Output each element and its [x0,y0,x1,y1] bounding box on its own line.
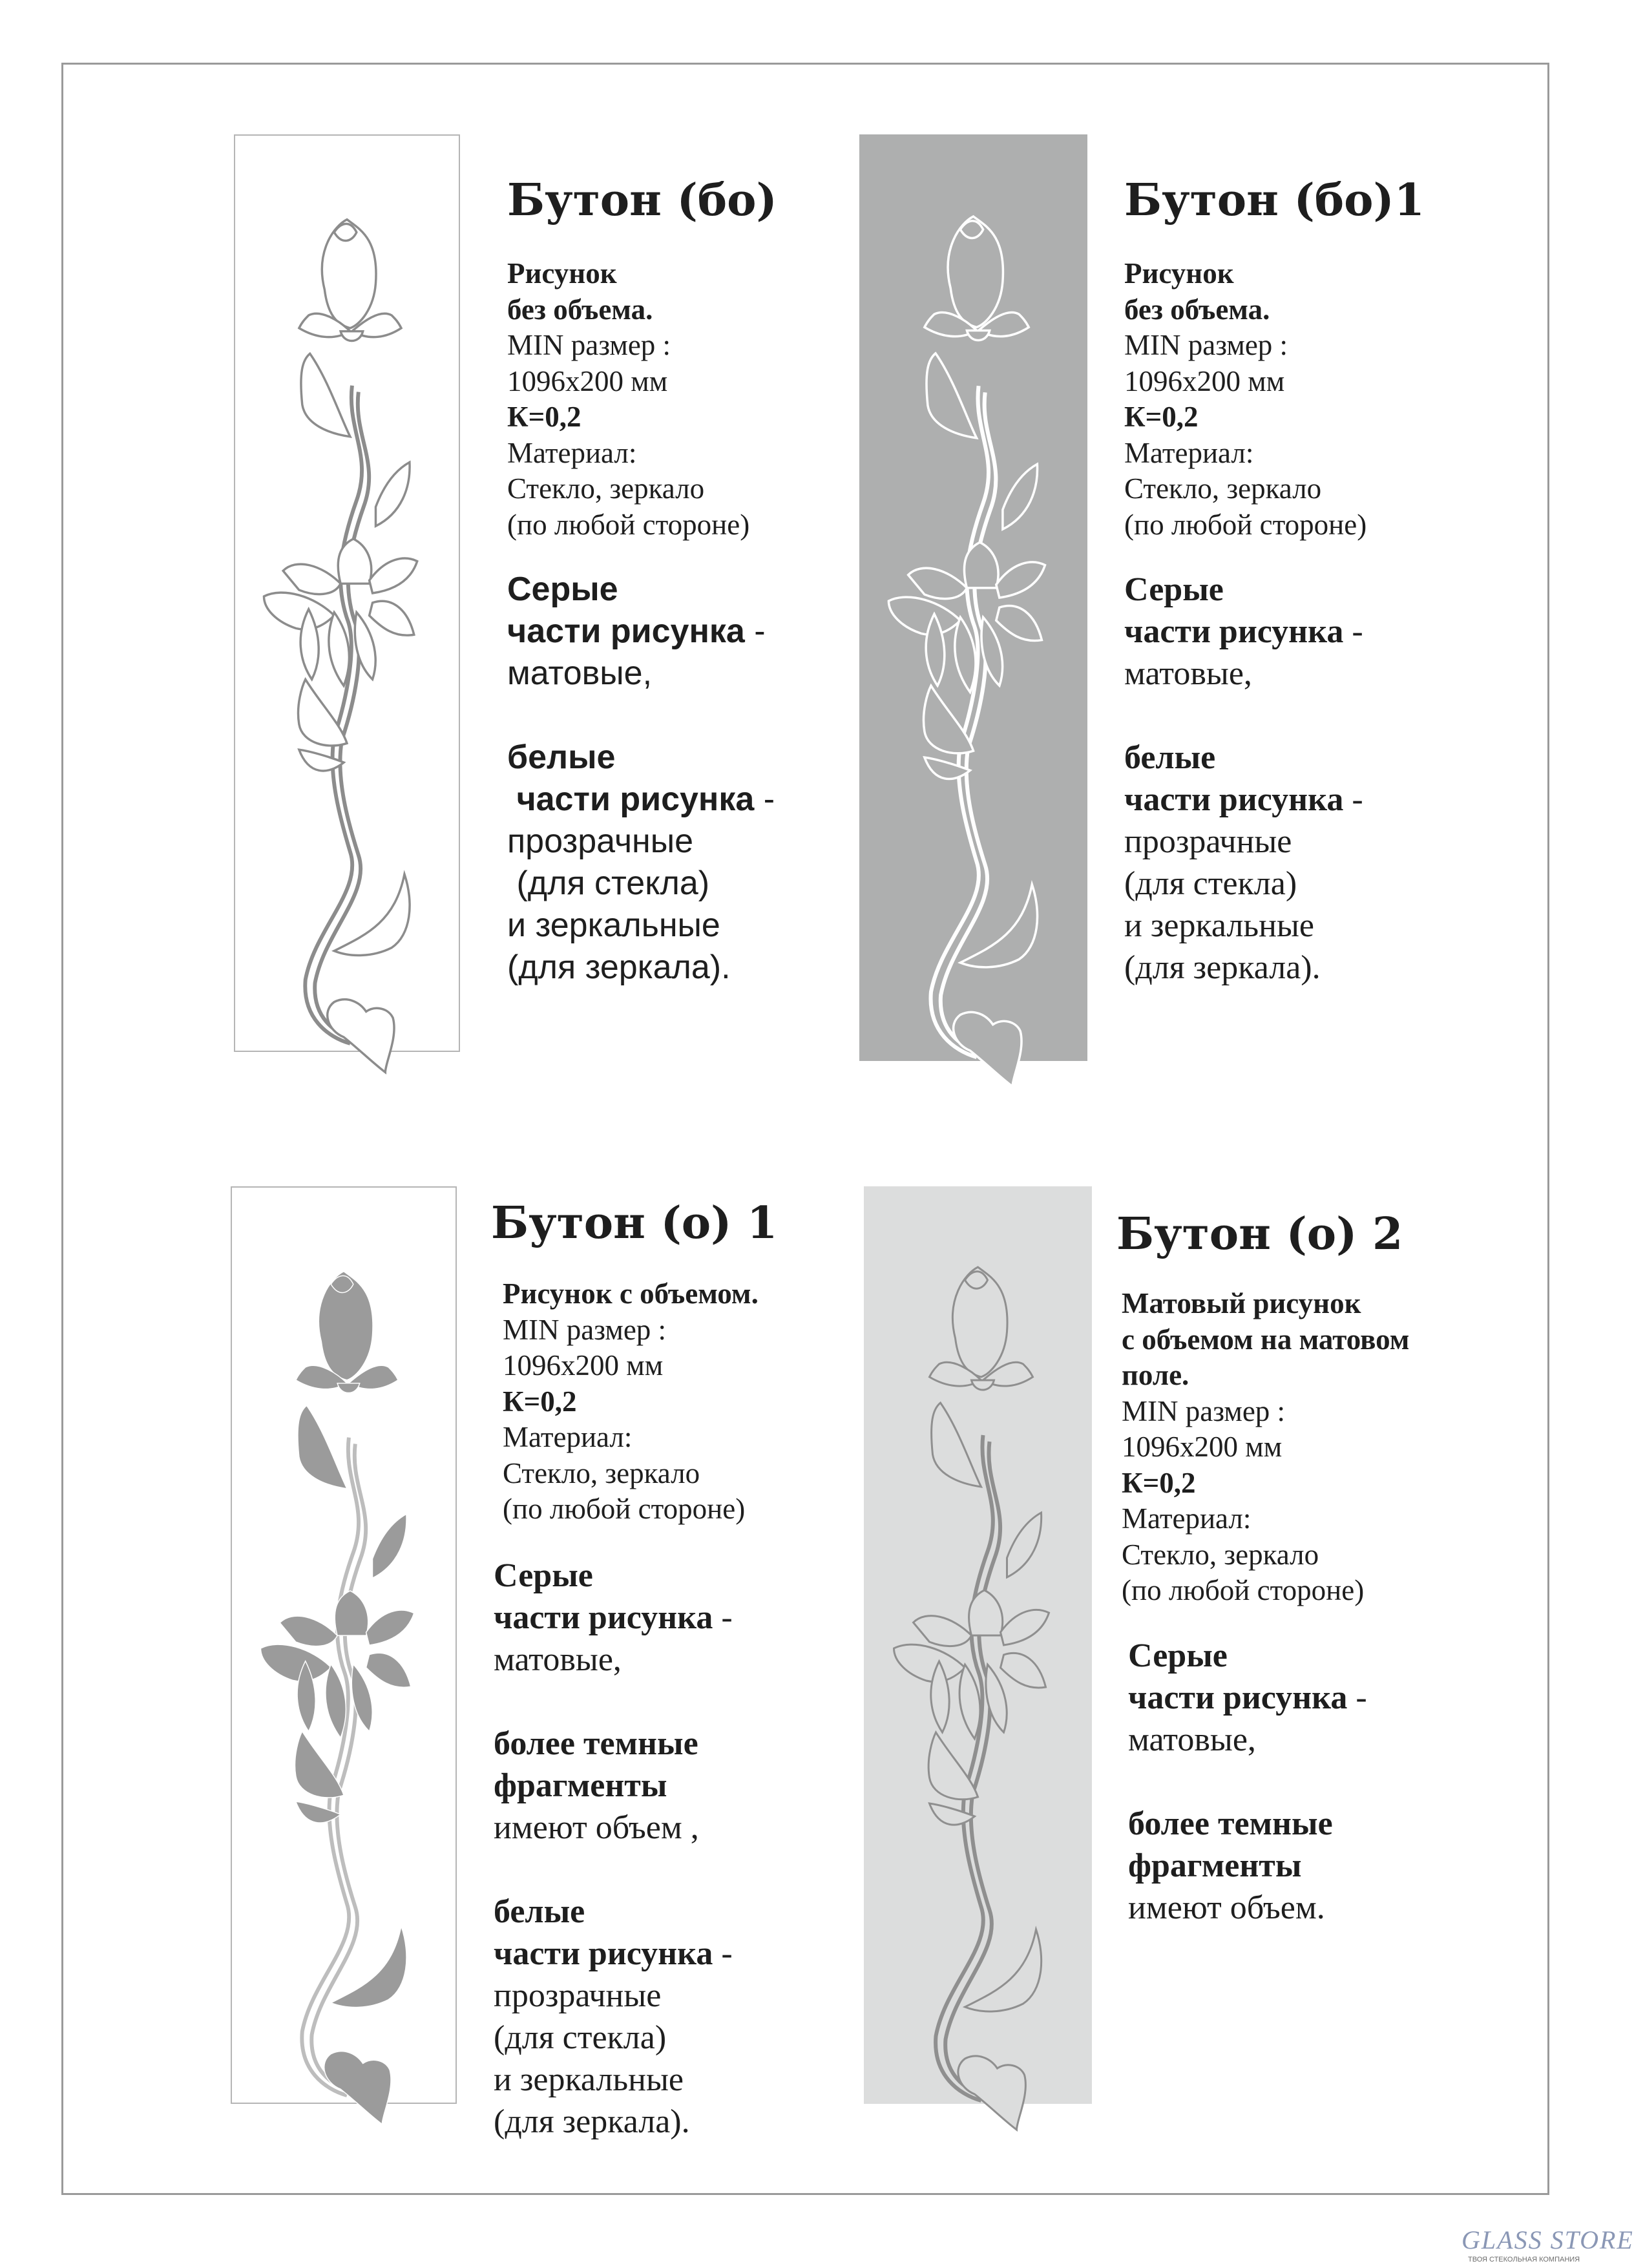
item-title: Бутон (о) 2 [1116,1208,1403,1260]
item-info [507,256,777,543]
note-paragraph [494,1723,777,1849]
info-line: К=0,2 [503,1385,577,1418]
note-bold-line: Серые [1124,571,1224,608]
info-line: 1096x200 мм [1124,364,1285,397]
info-line: Стекло, зеркало [503,1456,700,1489]
note-paragraph [1128,1635,1409,1761]
note-line: и зеркальные [1124,907,1314,944]
info-line: MIN размер : [1124,329,1288,361]
rose-bud-ornament-4 [864,1186,1092,2104]
info-line: Материал: [1122,1502,1252,1535]
note-line: прозрачные [1124,823,1292,860]
logo-text: GLASS STORE [1461,2225,1634,2254]
info-line: Рисунок с объемом. [503,1277,759,1310]
note-bold-line: Серые [507,571,618,608]
item-notes [1128,1635,1409,1929]
info-line: Матовый рисунок [1122,1287,1361,1319]
note-line: (для зеркала). [1124,949,1321,986]
ornament-panel-1 [234,134,460,1052]
note-bold-line: части рисунка - [507,613,766,650]
item-info [503,1276,777,1528]
note-bold-line: части рисунка - [494,1935,733,1972]
ornament-panel-3 [231,1186,457,2104]
note-dash: - [1343,781,1363,818]
info-line: Материал: [507,436,637,469]
note-bold-line: фрагменты [1128,1847,1302,1884]
note-line: (для стекла) [494,2019,667,2056]
note-bold-line: фрагменты [494,1767,667,1804]
note-line: прозрачные [494,1977,662,2014]
item-info [1122,1286,1409,1609]
note-line: и зеркальные [507,907,720,944]
note-line: имеют объем , [494,1809,699,1846]
note-paragraph [507,569,777,695]
note-paragraph [494,1555,777,1681]
ornament-panel-4 [864,1186,1092,2104]
info-line: без объема. [1124,293,1270,326]
item-notes [1124,569,1425,989]
note-dash: - [1343,613,1363,650]
note-paragraph [1124,569,1425,695]
note-bold-line: белые [494,1893,585,1930]
glass-store-logo [1461,2225,1634,2266]
info-line: MIN размер : [507,329,671,361]
info-line: Рисунок [1124,257,1234,289]
note-line: (для зеркала). [507,949,731,986]
rose-bud-ornament-1 [235,136,459,1051]
info-line: Стекло, зеркало [507,472,705,505]
note-paragraph [1128,1803,1409,1929]
note-line: (для зеркала). [494,2103,690,2140]
note-bold-line: части рисунка - [1124,613,1363,650]
rose-bud-ornament-3 [232,1188,456,2103]
info-line: без объема. [507,293,653,326]
note-dash: - [1347,1679,1367,1716]
note-bold-line: более темные [1128,1805,1333,1842]
rose-shapes [894,1267,1049,2130]
note-bold-line: белые [1124,739,1216,776]
info-line: Материал: [1124,436,1254,469]
item-title: Бутон (о) 1 [491,1197,778,1249]
item-notes [494,1555,777,2143]
info-line: К=0,2 [1122,1466,1196,1499]
info-line: 1096x200 мм [503,1349,664,1381]
note-line: матовые, [507,655,653,692]
logo-tagline: ТВОЯ СТЕКОЛЬНАЯ КОМПАНИЯ [1468,2256,1580,2263]
info-line: 1096x200 мм [1122,1431,1283,1463]
item-title: Бутон (бо)1 [1124,174,1425,226]
rose-shapes [260,1272,414,2125]
item-text-block-2 [1124,174,1425,989]
info-line: Материал: [503,1421,633,1453]
note-bold-line: более темные [494,1725,698,1762]
item-notes [507,569,777,989]
note-line: имеют объем. [1128,1889,1325,1926]
note-line: матовые, [1124,655,1252,692]
item-text-block-1 [507,174,777,989]
info-line: с объемом на матовом [1122,1323,1410,1356]
info-line: MIN размер : [1122,1394,1286,1427]
item-title: Бутон (бо) [507,174,777,226]
info-line: К=0,2 [1124,401,1199,433]
note-bold-line: Серые [494,1557,593,1594]
info-line: Рисунок [507,257,617,289]
info-line: (по любой стороне) [503,1493,746,1525]
rose-shapes [264,220,417,1073]
info-line: поле. [1122,1359,1189,1391]
note-bold-line: белые [507,739,616,776]
note-line: прозрачные [507,823,694,860]
note-line: (для стекла) [1124,865,1297,902]
note-dash: - [754,781,775,818]
note-paragraph [1124,737,1425,989]
item-info [1124,256,1425,543]
note-bold-line: части рисунка - [1124,781,1363,818]
info-line: Стекло, зеркало [1122,1538,1319,1571]
item-text-block-4 [1116,1208,1409,1929]
rose-bud-ornament-2 [859,134,1087,1061]
item-text-block-3 [491,1197,777,2143]
info-line: 1096x200 мм [507,364,668,397]
note-line: и зеркальные [494,2061,684,2098]
rose-shapes [888,216,1045,1086]
note-bold-line: Серые [1128,1637,1228,1674]
info-line: MIN размер : [503,1313,667,1346]
note-dash: - [744,613,766,650]
info-line: Стекло, зеркало [1124,472,1322,505]
info-line: К=0,2 [507,401,581,433]
info-line: (по любой стороне) [1122,1574,1365,1606]
info-line: (по любой стороне) [507,508,750,541]
note-dash: - [713,1935,733,1972]
ornament-panel-2 [859,134,1087,1061]
note-paragraph [494,1891,777,2143]
note-line: матовые, [494,1641,622,1678]
note-dash: - [713,1599,733,1636]
note-bold-line: части рисунка - [494,1599,733,1636]
note-line: (для стекла) [507,865,710,902]
note-line: матовые, [1128,1721,1256,1758]
note-bold-line: части рисунка - [1128,1679,1367,1716]
note-bold-line: части рисунка - [507,781,775,818]
note-paragraph [507,737,777,989]
info-line: (по любой стороне) [1124,508,1367,541]
